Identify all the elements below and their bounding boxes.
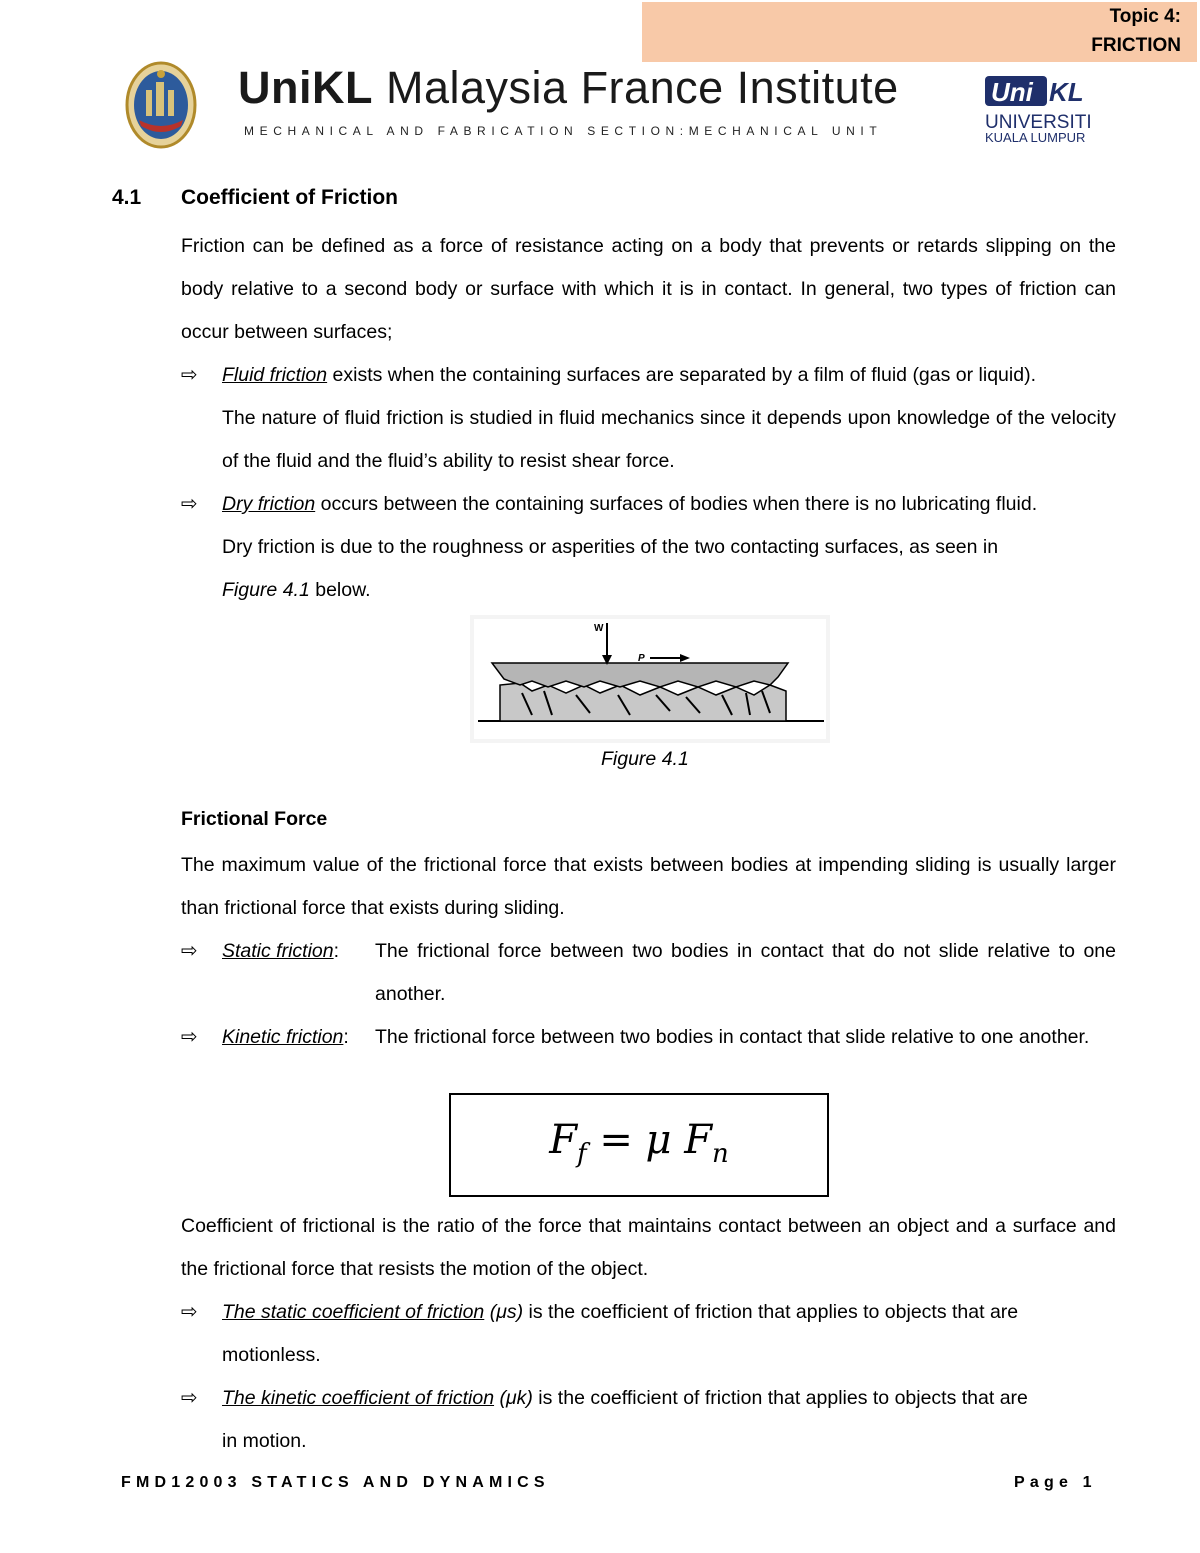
dry-friction-rest: Dry friction is due to the roughness or asperities of the two contacting surfaces, as seen in (222, 536, 999, 558)
static-friction-term: Static friction (222, 940, 334, 962)
formula-lhs-sub: f (576, 1139, 587, 1169)
kinetic-friction-colon: : (343, 1026, 349, 1048)
institute-subtitle: MECHANICAL AND FABRICATION SECTION:MECHANICAL UNIT (244, 124, 883, 138)
static-friction-label (222, 930, 339, 973)
static-friction-definition: The frictional force between two bodies in contact that do not slide relative to one another. (375, 940, 1116, 1005)
dry-friction-line1: occurs between the containing surfaces of bodies when there is no lubricating fluid. (315, 493, 1038, 515)
topic-label: Topic 4: (1109, 6, 1181, 27)
logo-uni-text: Uni (991, 77, 1033, 107)
topic-name: FRICTION (1091, 35, 1181, 56)
crest-logo (124, 60, 198, 150)
formula-box (449, 1093, 829, 1197)
static-coefficient-line1: is the coefficient of friction that applies to objects that are (523, 1301, 1019, 1323)
figure-label-w: W (594, 623, 604, 634)
section-number: 4.1 (112, 186, 142, 209)
arrow-bullet-icon: ⇨ (181, 1026, 198, 1048)
institute-title-bold: UniKL (238, 62, 373, 113)
figure-reference-line (222, 569, 371, 612)
footer-page-number: Page 1 (1014, 1474, 1097, 1491)
logo-line2: KUALA LUMPUR (985, 130, 1086, 145)
formula-rhs: F (684, 1117, 713, 1163)
intro-paragraph: Friction can be defined as a force of resistance acting on a body that prevents or retards slipping on the body relative to a second body or surface with which it is in contact. In general, two types of friction can occur between surfaces; (181, 235, 1116, 343)
frictional-force-heading: Frictional Force (181, 808, 328, 830)
formula-rhs-sub: n (712, 1139, 729, 1169)
arrow-bullet-icon: ⇨ (181, 940, 198, 962)
dry-friction-term: Dry friction (222, 493, 316, 515)
kinetic-coefficient-line2: in motion. (222, 1430, 307, 1452)
kinetic-coefficient-line1: is the coefficient of friction that applies to objects that are (532, 1387, 1028, 1409)
unikl-logo (985, 74, 1095, 146)
logo-kl-text: KL (1049, 77, 1084, 107)
kinetic-friction-term: Kinetic friction (222, 1026, 344, 1048)
topic-banner (642, 2, 1197, 62)
kinetic-coefficient-term: The kinetic coefficient of friction (222, 1387, 495, 1409)
fluid-friction-term: Fluid friction (222, 364, 328, 386)
static-coefficient-line2: motionless. (222, 1344, 321, 1366)
arrow-bullet-icon: ⇨ (181, 1301, 198, 1323)
kinetic-coefficient-symbol: (μk) (494, 1387, 533, 1409)
footer-course: FMD12003 STATICS AND DYNAMICS (121, 1474, 550, 1491)
figure-label-p: P (638, 653, 645, 664)
friction-formula (451, 1117, 827, 1169)
static-coefficient-symbol: (μs) (484, 1301, 524, 1323)
friction-figure (470, 615, 830, 743)
formula-eq: = μ (586, 1117, 685, 1163)
formula-lhs: F (549, 1117, 577, 1163)
figure-reference: Figure 4.1 (222, 579, 310, 601)
kinetic-friction-definition: The frictional force between two bodies in contact that slide relative to one another. (375, 1026, 1090, 1048)
arrow-bullet-icon: ⇨ (181, 1387, 198, 1409)
kinetic-coefficient-line (222, 1377, 1028, 1420)
frictional-force-text: The maximum value of the frictional force that exists between bodies at impending sliding is usually larger than frictional force that exists during sliding. (181, 854, 1116, 919)
fluid-friction-line1: exists when the containing surfaces are separated by a film of fluid (gas or liquid). (327, 364, 1036, 386)
kinetic-friction-label (222, 1016, 349, 1059)
fluid-friction-line (222, 354, 1036, 397)
section-title: Coefficient of Friction (181, 186, 398, 209)
figure-reference-tail: below. (309, 579, 371, 601)
logo-line1: UNIVERSITI (985, 112, 1092, 133)
static-friction-colon: : (333, 940, 340, 962)
arrow-bullet-icon: ⇨ (181, 364, 198, 386)
arrow-bullet-icon: ⇨ (181, 493, 198, 515)
fluid-friction-rest: The nature of fluid friction is studied in fluid mechanics since it depends upon knowledge of the velocity of the fluid and the fluid’s ability to resist shear force. (222, 407, 1116, 472)
institute-title (238, 62, 899, 114)
figure-caption: Figure 4.1 (601, 748, 689, 770)
dry-friction-line (222, 483, 1037, 526)
institute-title-rest: Malaysia France Institute (386, 62, 899, 113)
coefficient-text: Coefficient of frictional is the ratio of the force that maintains contact between an object and a surface and the frictional force that resists the motion of the object. (181, 1215, 1116, 1280)
static-coefficient-term: The static coefficient of friction (222, 1301, 485, 1323)
static-coefficient-line (222, 1291, 1018, 1334)
